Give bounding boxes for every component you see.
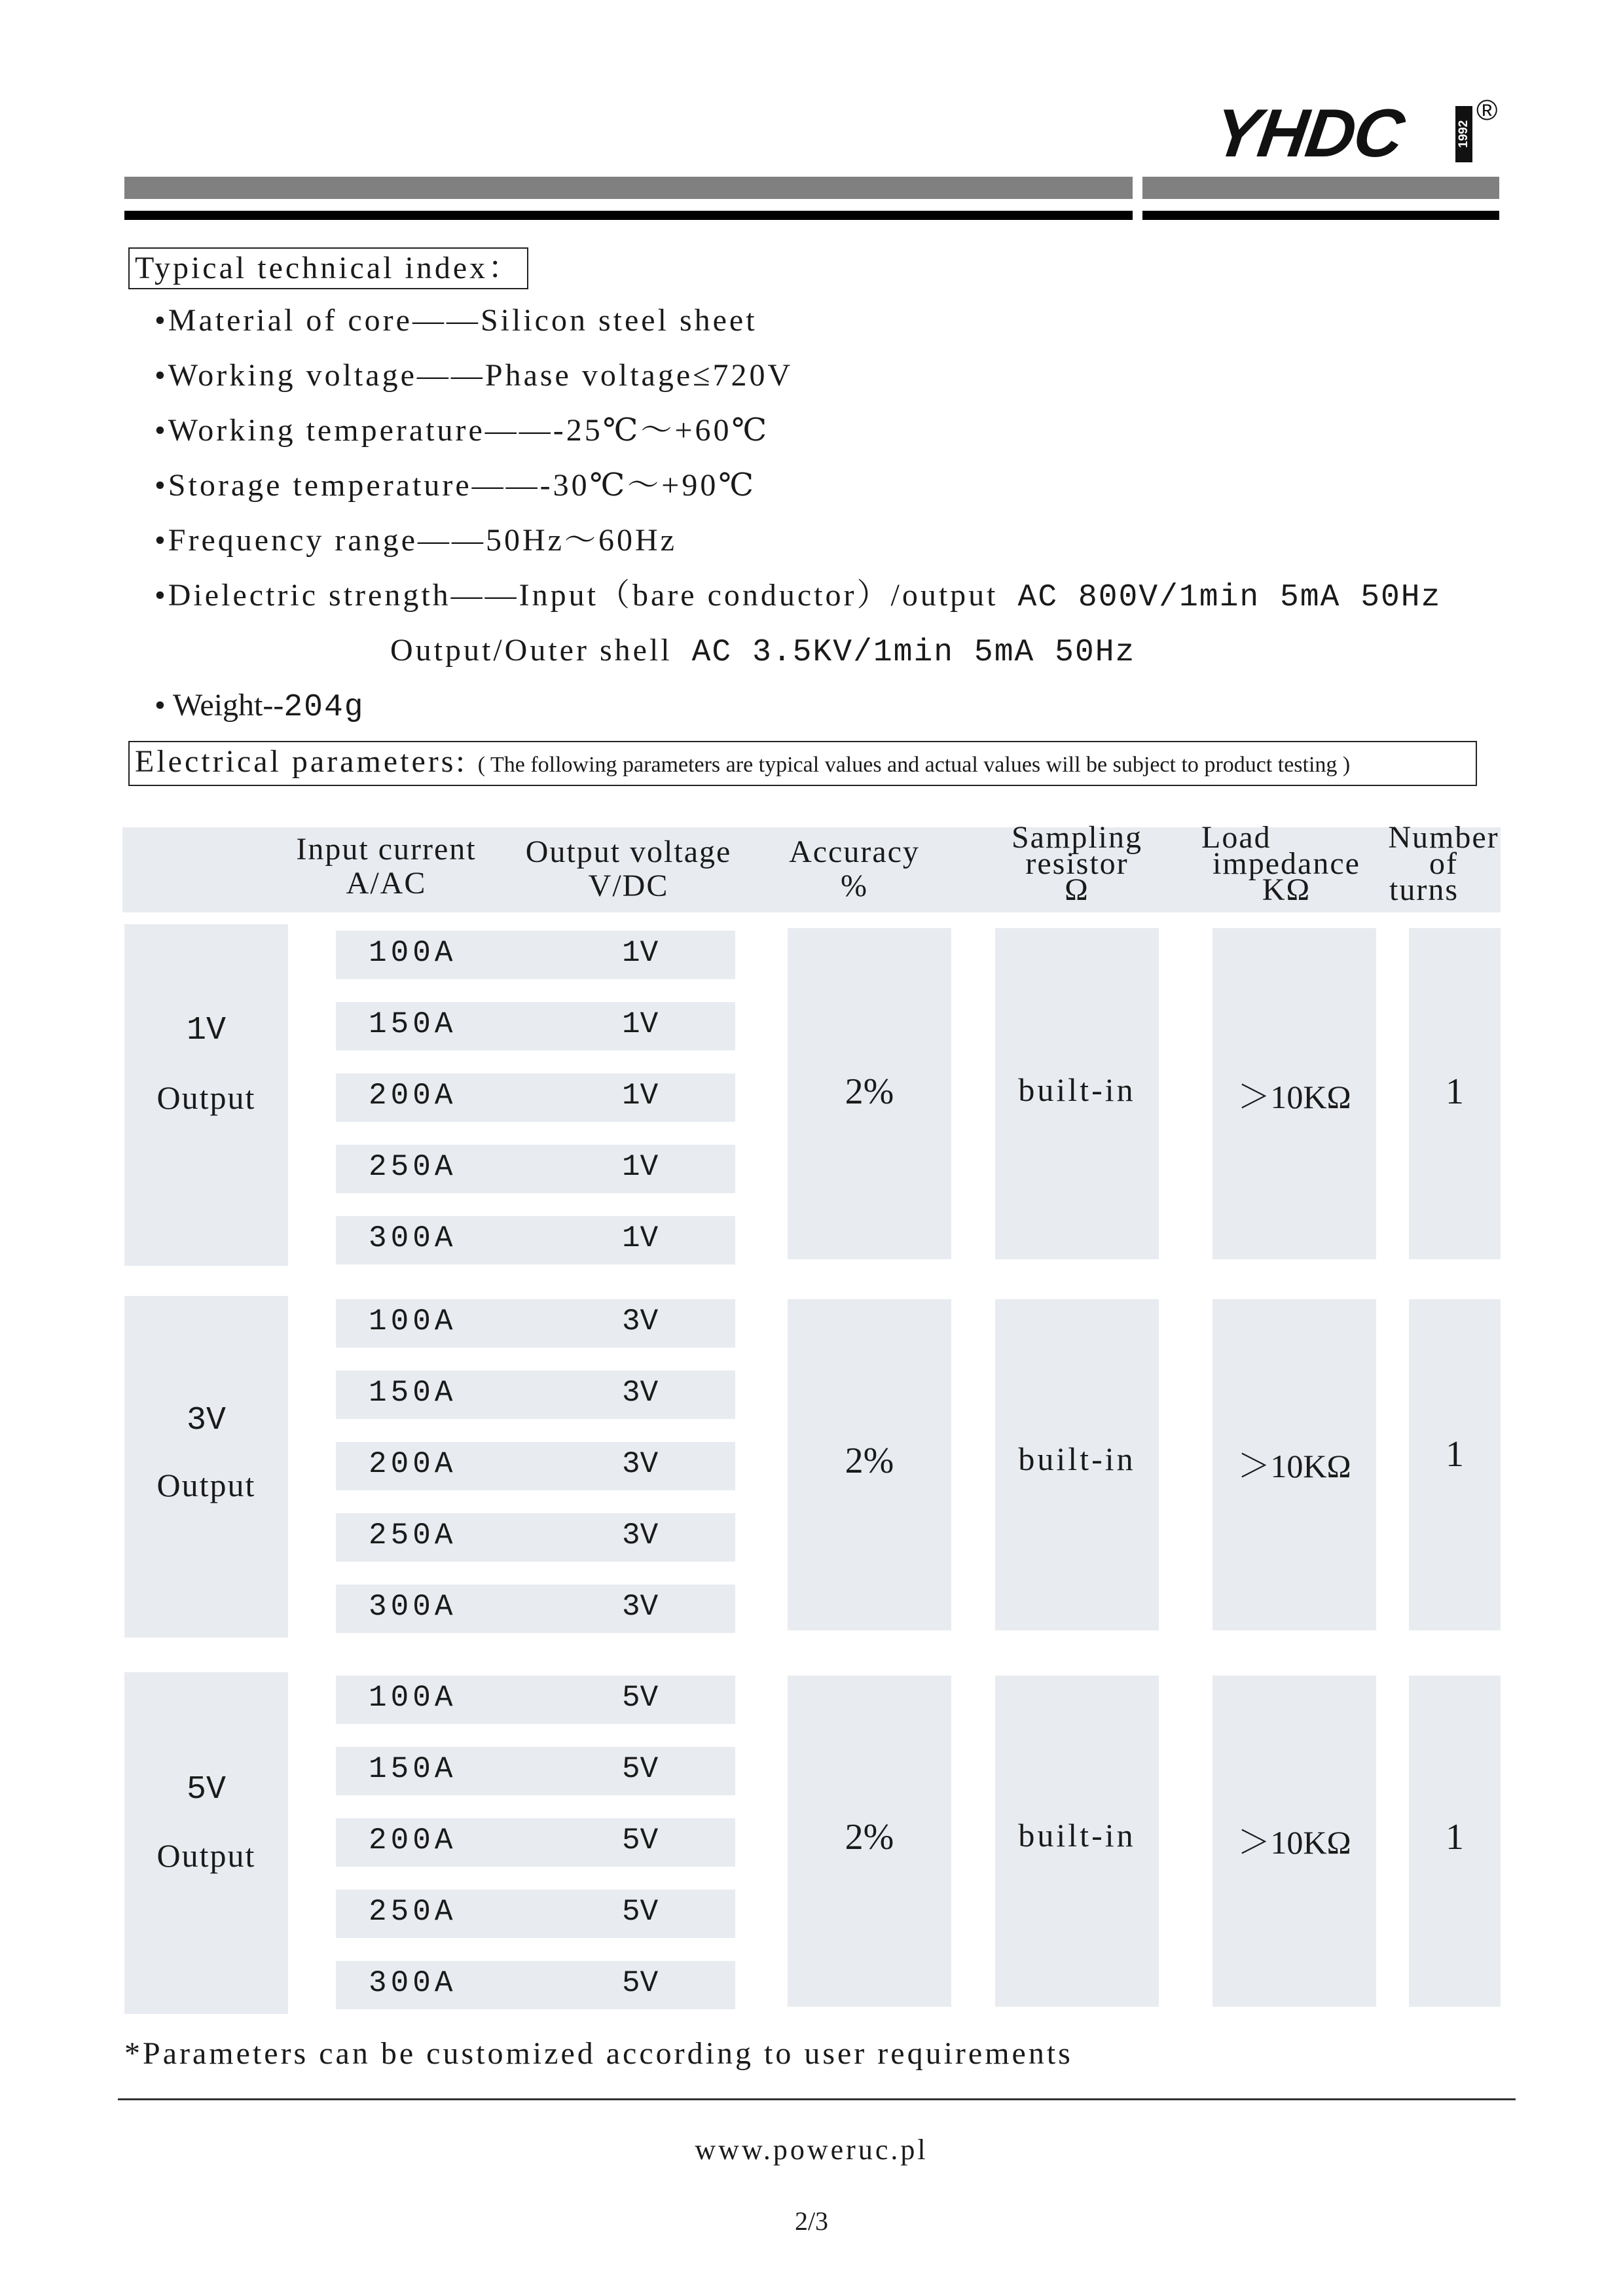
electrical-note: ( The following parameters are typical values and actual values will be subject to product testing ) — [477, 753, 1351, 777]
weight-label: • Weight-- — [155, 688, 284, 723]
table-row — [336, 1002, 735, 1050]
input-current: 300A — [369, 1966, 457, 2000]
header-input-current-line1: Input current — [296, 832, 477, 867]
group-3v-sampling: built-in — [1018, 1441, 1136, 1477]
group-1v-turns: 1 — [1446, 1071, 1464, 1112]
table-row — [336, 1442, 735, 1490]
header-load-line2: impedance — [1213, 846, 1360, 881]
header-output-voltage — [511, 835, 746, 903]
tech-item-core: •Material of core——Silicon steel sheet — [155, 303, 757, 338]
header-sampling-line2: resistor — [1025, 846, 1129, 881]
tech-item-weight — [155, 686, 365, 727]
table-row — [336, 1961, 735, 2009]
tech-item-storage-temp: •Storage temperature——-30℃～+90℃ — [155, 468, 757, 503]
header-sampling-resistor — [992, 820, 1162, 907]
header-bar-left — [124, 177, 1133, 199]
group-3v-voltage: 3V — [186, 1402, 226, 1439]
electrical-title-text: Electrical parameters: — [135, 744, 467, 779]
table-row — [336, 1890, 735, 1938]
header-input-current — [275, 833, 498, 901]
header-rule-right — [1142, 211, 1499, 220]
input-current: 200A — [369, 1079, 457, 1113]
custom-note: *Parameters can be customized according to user requirements — [124, 2036, 1073, 2071]
weight-value: 204g — [283, 690, 365, 725]
group-5v-voltage: 5V — [186, 1771, 226, 1808]
tech-item-frequency: •Frequency range——50Hz～60Hz — [155, 523, 677, 558]
group-5v-accuracy: 2% — [845, 1817, 894, 1857]
input-current: 100A — [369, 1304, 457, 1338]
output-voltage: 5V — [622, 1966, 659, 2000]
header-sampling-line3: Ω — [1065, 872, 1089, 907]
group-5v-sampling: built-in — [1018, 1817, 1136, 1854]
header-accuracy-line2: % — [841, 869, 868, 903]
output-voltage: 5V — [622, 1823, 659, 1857]
header-load-line1: Load — [1201, 820, 1271, 855]
output-voltage: 3V — [622, 1376, 659, 1410]
input-current: 250A — [369, 1150, 457, 1184]
output-voltage: 3V — [622, 1590, 659, 1624]
header-rule-left — [124, 211, 1133, 220]
output-voltage: 3V — [622, 1518, 659, 1552]
table-row — [336, 1216, 735, 1265]
table-row — [336, 931, 735, 979]
table-row — [336, 1513, 735, 1562]
group-3v-accuracy: 2% — [845, 1441, 894, 1481]
group-5v-load: ＞10KΩ — [1237, 1824, 1351, 1861]
group-1v-voltage: 1V — [186, 1012, 226, 1049]
output-voltage: 1V — [622, 1221, 659, 1255]
group-3v-output: Output — [156, 1467, 256, 1503]
shell-value: AC 3.5KV/1min 5mA 50Hz — [691, 635, 1136, 670]
header-load-impedance — [1201, 820, 1372, 907]
input-current: 300A — [369, 1590, 457, 1624]
output-voltage: 1V — [622, 1150, 659, 1184]
table-row — [336, 1747, 735, 1795]
registered-mark: ® — [1476, 94, 1498, 126]
shell-label: Output/Outer shell — [390, 633, 672, 668]
group-5v-turns: 1 — [1446, 1817, 1464, 1857]
group-1v-accuracy: 2% — [845, 1071, 894, 1112]
output-voltage: 1V — [622, 1079, 659, 1113]
header-accuracy — [779, 835, 930, 903]
input-current: 100A — [369, 1681, 457, 1715]
output-voltage: 5V — [622, 1895, 659, 1929]
electrical-parameters-title — [128, 741, 1477, 786]
group-5v-output: Output — [156, 1837, 256, 1874]
dielectric-value: AC 800V/1min 5mA 50Hz — [1017, 580, 1442, 615]
output-voltage: 5V — [622, 1752, 659, 1786]
header-bar-right — [1142, 177, 1499, 199]
header-turns-line3: turns — [1389, 872, 1459, 907]
website: www.poweruc.pl — [695, 2134, 928, 2166]
input-current: 150A — [369, 1752, 457, 1786]
tech-item-shell — [390, 631, 1135, 672]
input-current: 150A — [369, 1007, 457, 1041]
output-voltage: 3V — [622, 1447, 659, 1481]
footer-divider — [118, 2098, 1516, 2100]
table-row — [336, 1818, 735, 1867]
table-row — [336, 1299, 735, 1348]
logo-year: 1992 — [1455, 106, 1472, 162]
output-voltage: 5V — [622, 1681, 659, 1715]
group-3v-load: ＞10KΩ — [1237, 1448, 1351, 1484]
input-current: 100A — [369, 936, 457, 970]
header-input-current-line2: A/AC — [346, 866, 427, 901]
group-1v-sampling: built-in — [1018, 1071, 1136, 1108]
yhdc-logo — [1209, 94, 1498, 171]
header-accuracy-line1: Accuracy — [789, 834, 920, 869]
tech-item-voltage: •Working voltage——Phase voltage≤720V — [155, 358, 793, 393]
output-voltage: 3V — [622, 1304, 659, 1338]
header-turns-line2: of — [1429, 846, 1458, 881]
table-row — [336, 1073, 735, 1122]
header-output-voltage-line1: Output voltage — [525, 834, 732, 869]
input-current: 150A — [369, 1376, 457, 1410]
output-voltage: 1V — [622, 1007, 659, 1041]
table-row — [336, 1145, 735, 1193]
technical-index-title: Typical technical index： — [128, 247, 528, 289]
tech-item-working-temp: •Working temperature——-25℃～+60℃ — [155, 413, 770, 448]
table-row — [336, 1585, 735, 1633]
group-3v-turns: 1 — [1446, 1434, 1464, 1475]
table-row — [336, 1676, 735, 1724]
input-current: 200A — [369, 1823, 457, 1857]
header-output-voltage-line2: V/DC — [588, 869, 669, 903]
group-1v-output: Output — [156, 1079, 256, 1116]
header-number-of-turns — [1381, 820, 1506, 907]
header-turns-line1: Number — [1388, 820, 1499, 855]
dielectric-label: •Dielectric strength——Input（bare conductor）/output — [155, 578, 998, 613]
table-row — [336, 1371, 735, 1419]
output-voltage: 1V — [622, 936, 659, 970]
input-current: 250A — [369, 1518, 457, 1552]
group-1v-load: ＞10KΩ — [1237, 1079, 1351, 1115]
tech-item-dielectric — [155, 576, 1441, 617]
input-current: 200A — [369, 1447, 457, 1481]
header-sampling-line1: Sampling — [1011, 820, 1142, 855]
logo-text: YHDC — [1209, 96, 1408, 171]
page-number: 2/3 — [794, 2206, 829, 2236]
input-current: 300A — [369, 1221, 457, 1255]
input-current: 250A — [369, 1895, 457, 1929]
header-load-line3: KΩ — [1262, 872, 1311, 907]
